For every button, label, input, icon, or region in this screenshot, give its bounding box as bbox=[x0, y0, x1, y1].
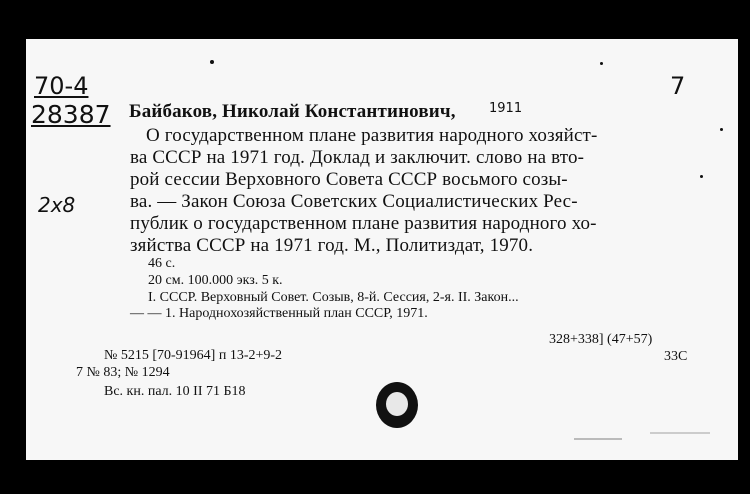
speck bbox=[720, 128, 723, 131]
title-line-6: зяйства СССР на 1971 год. М., Политиздат, 1970. bbox=[130, 235, 534, 256]
speck bbox=[210, 60, 214, 64]
speck bbox=[650, 432, 710, 434]
handwritten-shelf-code: 70-4 bbox=[34, 72, 89, 100]
handwritten-accession-number: 28387 bbox=[31, 100, 111, 129]
size-edition: 20 см. 100.000 экз. 5 к. bbox=[148, 273, 283, 288]
card-number-line: № 5215 [70-91964] п 13-2+9-2 bbox=[104, 348, 283, 363]
tracing-line-2: — — 1. Народнохозяйственный план СССР, 1971. bbox=[130, 306, 428, 321]
title-line-2: ва СССР на 1971 год. Доклад и заключит. слово на вто- bbox=[130, 147, 585, 168]
publisher-line: Вс. кн. пал. 10 II 71 Б18 bbox=[104, 384, 246, 399]
title-line-5: публик о государственном плане развития народного хо- bbox=[130, 213, 597, 234]
pages: 46 с. bbox=[148, 256, 176, 271]
speck bbox=[600, 62, 603, 65]
code-33c: 33С bbox=[664, 349, 688, 364]
handwritten-margin-note: 2x8 bbox=[38, 193, 76, 217]
punch-hole bbox=[376, 382, 418, 428]
tracing-line-1: I. СССР. Верховный Совет. Созыв, 8-й. Сессия, 2-я. II. Закон... bbox=[148, 290, 519, 305]
handwritten-corner-number: 7 bbox=[670, 72, 686, 100]
classification: 328+338] (47+57) bbox=[549, 332, 653, 347]
title-line-1: О государственном плане развития народного хозяйст- bbox=[146, 125, 598, 146]
speck bbox=[574, 438, 622, 440]
title-line-3: рой сессии Верховного Совета СССР восьмого созы- bbox=[130, 169, 568, 190]
handwritten-year-note: 1911 bbox=[489, 101, 523, 116]
title-line-4: ва. — Закон Союза Советских Социалистических Рес- bbox=[130, 191, 578, 212]
heading-author: Байбаков, Николай Константинович, bbox=[129, 101, 456, 122]
speck bbox=[700, 175, 703, 178]
series-line: 7 № 83; № 1294 bbox=[76, 365, 170, 380]
